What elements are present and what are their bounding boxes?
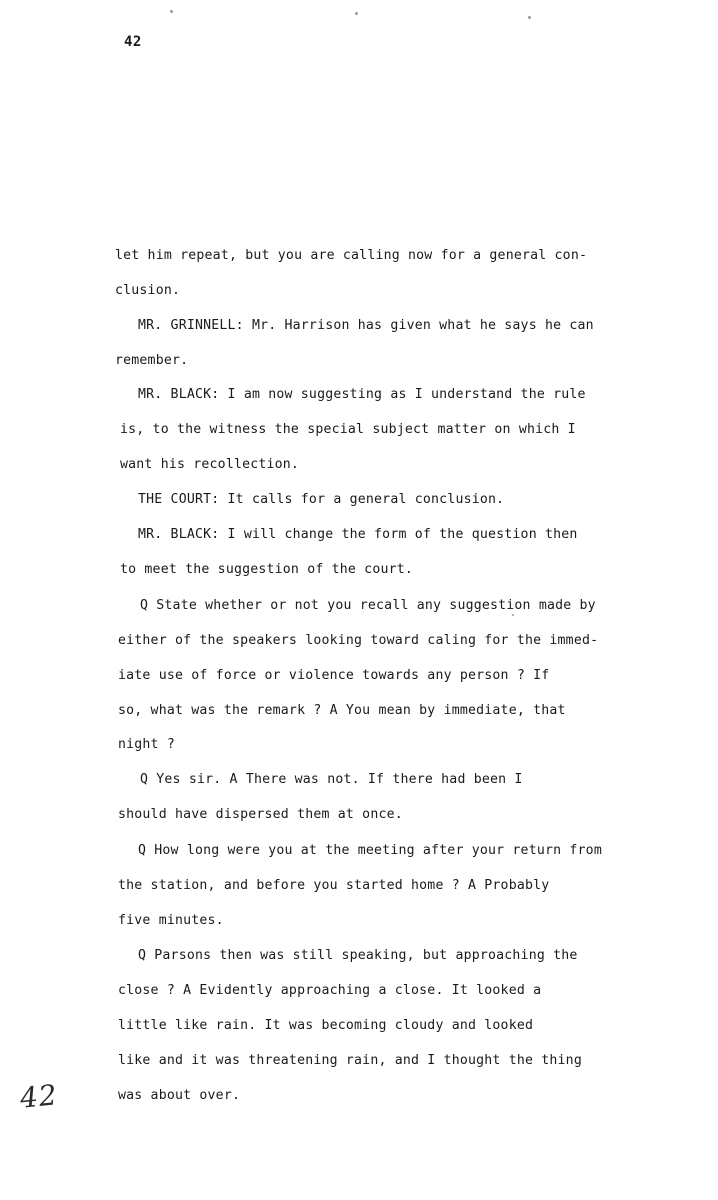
text-line: Q State whether or not you recall any suggestion made by bbox=[140, 598, 596, 613]
text-line: should have dispersed them at once. bbox=[118, 807, 403, 822]
text-line: was about over. bbox=[118, 1088, 241, 1103]
text-line: let him repeat, but you are calling now for a general con- bbox=[115, 248, 588, 263]
text-line: clusion. bbox=[115, 283, 181, 298]
text-line: night ? bbox=[118, 737, 175, 752]
text-line: Q Parsons then was still speaking, but approaching the bbox=[138, 948, 578, 963]
page-number: 42 bbox=[124, 34, 142, 50]
text-line: Q How long were you at the meeting after your return from bbox=[138, 843, 602, 858]
scan-speck bbox=[170, 10, 173, 13]
scan-speck bbox=[512, 614, 514, 616]
text-line: five minutes. bbox=[118, 913, 224, 928]
text-line: THE COURT: It calls for a general conclusion. bbox=[138, 492, 505, 507]
text-line: like and it was threatening rain, and I thought the thing bbox=[118, 1053, 582, 1068]
scan-speck bbox=[528, 16, 531, 19]
scan-speck bbox=[355, 12, 358, 15]
text-line: either of the speakers looking toward caling for the immed- bbox=[118, 633, 599, 648]
text-line: the station, and before you started home ? A Probably bbox=[118, 878, 550, 893]
text-line: want his recollection. bbox=[120, 457, 300, 472]
text-line: is, to the witness the special subject matter on which I bbox=[120, 422, 576, 437]
text-line: MR. BLACK: I am now suggesting as I understand the rule bbox=[138, 387, 586, 402]
text-line: little like rain. It was becoming cloudy and looked bbox=[118, 1018, 534, 1033]
text-line: Q Yes sir. A There was not. If there had been I bbox=[140, 772, 523, 787]
handwritten-page-mark: 42 bbox=[18, 1078, 60, 1115]
text-line: remember. bbox=[115, 353, 189, 368]
text-line: MR. BLACK: I will change the form of the question then bbox=[138, 527, 578, 542]
text-line: close ? A Evidently approaching a close. It looked a bbox=[118, 983, 542, 998]
text-line: so, what was the remark ? A You mean by immediate, that bbox=[118, 703, 566, 718]
text-line: to meet the suggestion of the court. bbox=[120, 562, 414, 577]
text-line: iate use of force or violence towards any person ? If bbox=[118, 668, 550, 683]
text-line: MR. GRINNELL: Mr. Harrison has given what he says he can bbox=[138, 318, 594, 333]
